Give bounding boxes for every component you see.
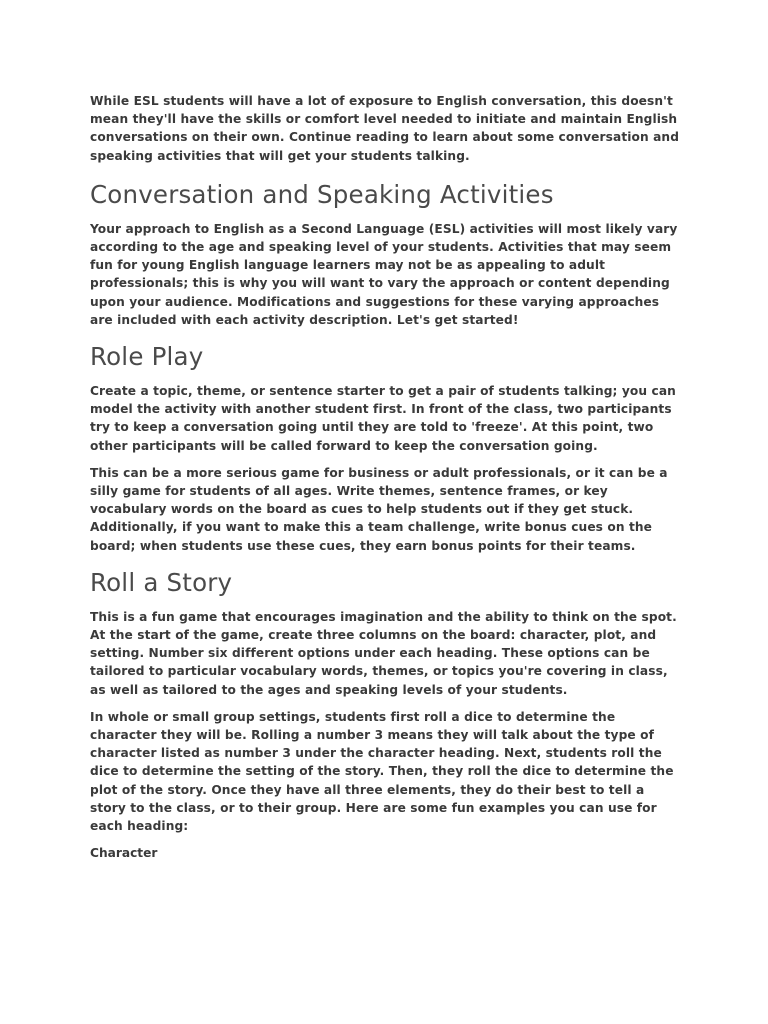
intro-paragraph: While ESL students will have a lot of exposure to English conversation, this doesn't mean they'll have the skills or comfort level needed to initiate and maintain English conversations on their own. Continue reading to learn about some conversation and speaking activities that will get your students talking. [90, 94, 680, 163]
character-label: Character [90, 846, 158, 861]
role-play-paragraph-1: Create a topic, theme, or sentence starter to get a pair of students talking; you can model the activity with another student first. In front of the class, two participants try to keep a conversation going until they are told to 'freeze'. At this point, two other participants will be called forward to keep the conversation going. [90, 384, 676, 453]
heading-roll-a-story: Roll a Story [90, 567, 233, 597]
document-page [90, 92, 680, 862]
role-play-paragraph-2: This can be a more serious game for business or adult professionals, or it can be a silly game for students of all ages. Write themes, sentence frames, or key vocabulary words on the board as cues to help students out if they get stuck. Additionally, if you want to make this a team challenge, write bonus cues on the board; when students use these cues, they earn bonus points for their teams. [90, 465, 668, 553]
heading-conversation-speaking-activities: Conversation and Speaking Activities [90, 179, 554, 209]
roll-a-story-paragraph-2: In whole or small group settings, students first roll a dice to determine the character they will be. Rolling a number 3 means they will talk about the type of character listed as number 3 under the character heading. Next, students roll the dice to determine the setting of the story. Then, they roll the dice to determine the plot of the story. Once they have all three elements, they do their best to tell a story to the class, or to their group. Here are some fun examples you can use for each heading: [90, 709, 674, 834]
approach-paragraph: Your approach to English as a Second Language (ESL) activities will most likely vary according to the age and speaking level of your students. Activities that may seem fun for young English language learners may not be as appealing to adult professionals; this is why you will want to vary the approach or content depending upon your audience. Modifications and suggestions for these varying approaches are included with each activity description. Let's get started! [90, 221, 678, 327]
roll-a-story-paragraph-1: This is a fun game that encourages imagination and the ability to think on the spot. At the start of the game, create three columns on the board: character, plot, and setting. Number six different options under each heading. These options can be tailored to particular vocabulary words, themes, or topics you're covering in class, as well as tailored to the ages and speaking levels of your students. [90, 609, 677, 697]
heading-role-play: Role Play [90, 342, 204, 372]
